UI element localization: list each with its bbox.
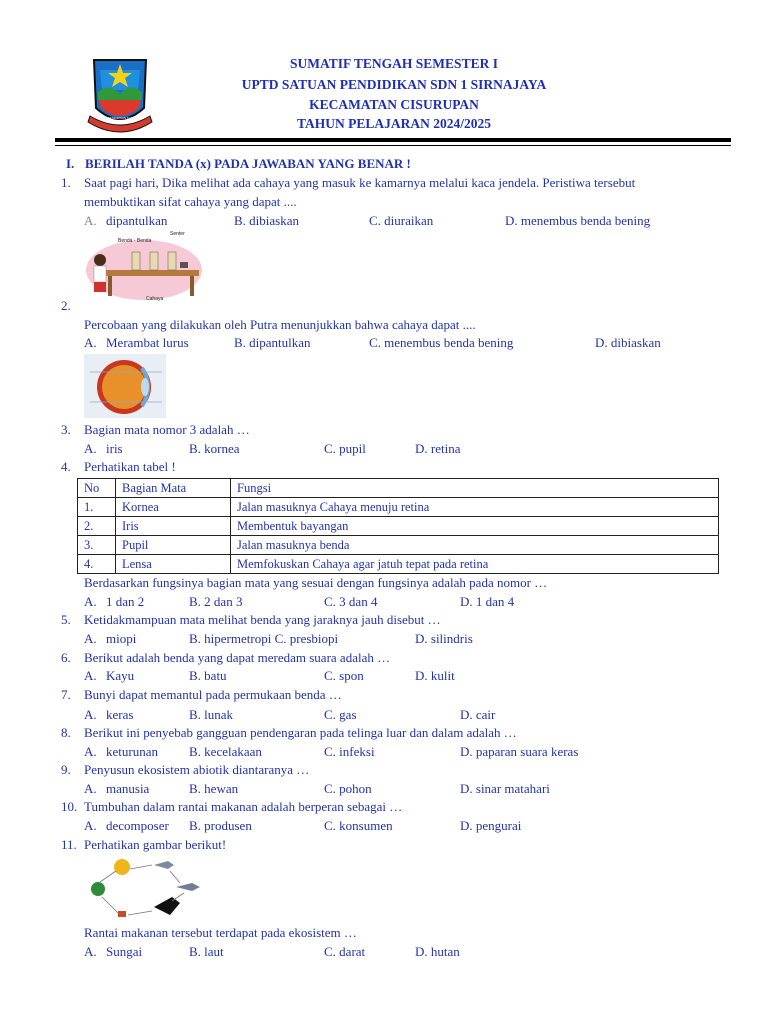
q5-option-a[interactable]: miopi <box>106 631 137 646</box>
table-header-cell: No <box>78 479 116 498</box>
q2-option-c[interactable]: C. menembus benda bening <box>369 335 514 350</box>
q1-option-d[interactable]: D. menembus benda bening <box>505 213 651 228</box>
fig1-label-objects: Benda - Benda <box>118 238 152 244</box>
q11-text: Perhatikan gambar berikut! <box>84 837 227 852</box>
q10-option-a-letter[interactable]: A. <box>84 818 97 833</box>
q11-option-b[interactable]: B. laut <box>189 944 224 959</box>
header-rule-thick <box>55 138 731 142</box>
header-rule-thin <box>55 145 731 146</box>
logo-banner-text: DINAS PENDIDIKAN KAB GARUT <box>97 116 145 120</box>
table-cell: Iris <box>116 517 231 536</box>
fig1-label-light: Cahaya <box>146 296 164 302</box>
q11-option-a[interactable]: Sungai <box>106 944 143 959</box>
q3-option-d[interactable]: D. retina <box>415 441 461 456</box>
q6-option-d[interactable]: D. kulit <box>415 668 455 683</box>
q7-number: 7. <box>61 687 71 702</box>
q11-number: 11. <box>61 837 77 852</box>
q8-option-b[interactable]: B. kecelakaan <box>189 744 262 759</box>
q11-followup: Rantai makanan tersebut terdapat pada ekosistem … <box>84 925 357 940</box>
food-chain-image <box>84 855 206 923</box>
fig1-label-flashlight: Senter <box>170 231 185 237</box>
table-cell: Jalan masuknya Cahaya menuju retina <box>231 498 719 517</box>
table-row <box>78 555 719 574</box>
table-header-row <box>78 479 719 498</box>
section-number: I. <box>66 156 75 171</box>
q2-option-b[interactable]: B. dipantulkan <box>234 335 311 350</box>
q11-option-d[interactable]: D. hutan <box>415 944 460 959</box>
q8-option-a[interactable]: keturunan <box>106 744 158 759</box>
q1-option-c[interactable]: C. diuraikan <box>369 213 434 228</box>
q8-number: 8. <box>61 725 71 740</box>
table-cell: 4. <box>78 555 116 574</box>
q11-option-c[interactable]: C. darat <box>324 944 366 959</box>
q9-option-c[interactable]: C. pohon <box>324 781 372 796</box>
q7-option-a[interactable]: keras <box>106 707 134 722</box>
q3-option-a-letter[interactable]: A. <box>84 441 97 456</box>
q5-option-a-letter[interactable]: A. <box>84 631 97 646</box>
header-title: SUMATIF TENGAH SEMESTER I <box>290 56 498 71</box>
q2-text: Percobaan yang dilakukan oleh Putra menunjukkan bahwa cahaya dapat .... <box>84 317 476 332</box>
q2-option-d[interactable]: D. dibiaskan <box>595 335 661 350</box>
q11-option-a-letter[interactable]: A. <box>84 944 97 959</box>
q4-option-b[interactable]: B. 2 dan 3 <box>189 594 243 609</box>
q4-text: Perhatikan tabel ! <box>84 459 176 474</box>
q6-number: 6. <box>61 650 71 665</box>
table-cell: Jalan masuknya benda <box>231 536 719 555</box>
q7-text: Bunyi dapat memantul pada permukaan benda … <box>84 687 342 702</box>
section-title: BERILAH TANDA (x) PADA JAWABAN YANG BENAR ! <box>85 156 411 171</box>
q3-number: 3. <box>61 422 71 437</box>
q5-option-d[interactable]: D. silindris <box>415 631 473 646</box>
q9-text: Penyusun ekosistem abiotik diantaranya … <box>84 762 310 777</box>
q3-option-c[interactable]: C. pupil <box>324 441 366 456</box>
table-cell: 1. <box>78 498 116 517</box>
q1-option-a-letter[interactable]: A. <box>84 213 97 228</box>
q5-text: Ketidakmampuan mata melihat benda yang jaraknya jauh disebut … <box>84 612 441 627</box>
q1-number: 1. <box>61 175 71 190</box>
q6-option-a[interactable]: Kayu <box>106 668 135 683</box>
eye-anatomy-image <box>84 354 166 418</box>
q10-text: Tumbuhan dalam rantai makanan adalah berperan sebagai … <box>84 799 403 814</box>
q1-option-b[interactable]: B. dibiaskan <box>234 213 299 228</box>
q2-number: 2. <box>61 298 71 313</box>
table-cell: Membentuk bayangan <box>231 517 719 536</box>
table-row <box>78 536 719 555</box>
q3-text: Bagian mata nomor 3 adalah … <box>84 422 250 437</box>
q3-option-b[interactable]: B. kornea <box>189 441 240 456</box>
table-cell: Lensa <box>116 555 231 574</box>
q1-option-a[interactable]: dipantulkan <box>106 213 168 228</box>
q7-option-b[interactable]: B. lunak <box>189 707 234 722</box>
q7-option-d[interactable]: D. cair <box>460 707 496 722</box>
q1-text-1: Saat pagi hari, Dika melihat ada cahaya yang masuk ke kamarnya melalui kaca jendela. Peristiwa tersebut <box>84 175 636 190</box>
q8-option-d[interactable]: D. paparan suara keras <box>460 744 579 759</box>
table-header-cell: Bagian Mata <box>116 479 231 498</box>
table-cell: Pupil <box>116 536 231 555</box>
q4-option-a[interactable]: 1 dan 2 <box>106 594 145 609</box>
table-row <box>78 498 719 517</box>
table-row <box>78 517 719 536</box>
q9-option-b[interactable]: B. hewan <box>189 781 239 796</box>
q4-option-d[interactable]: D. 1 dan 4 <box>460 594 515 609</box>
table-cell: 2. <box>78 517 116 536</box>
q8-option-c[interactable]: C. infeksi <box>324 744 375 759</box>
q3-option-a[interactable]: iris <box>106 441 123 456</box>
q6-option-a-letter[interactable]: A. <box>84 668 97 683</box>
q2-option-a-letter[interactable]: A. <box>84 335 97 350</box>
q10-number: 10. <box>61 799 78 814</box>
q7-option-a-letter[interactable]: A. <box>84 707 97 722</box>
q10-option-c[interactable]: C. konsumen <box>324 818 393 833</box>
header-year: TAHUN PELAJARAN 2024/2025 <box>296 116 491 131</box>
table-cell: Memfokuskan Cahaya agar jatuh tepat pada retina <box>231 555 719 574</box>
q4-followup: Berdasarkan fungsinya bagian mata yang sesuai dengan fungsinya adalah pada nomor … <box>84 575 548 590</box>
table-header-cell: Fungsi <box>231 479 719 498</box>
header-school: UPTD SATUAN PENDIDIKAN SDN 1 SIRNAJAYA <box>241 77 547 92</box>
header-district: KECAMATAN CISURUPAN <box>309 97 479 112</box>
q4-option-c[interactable]: C. 3 dan 4 <box>324 594 378 609</box>
q9-option-a-letter[interactable]: A. <box>84 781 97 796</box>
eye-parts-table <box>77 478 719 574</box>
q5-option-bc[interactable]: B. hipermetropi C. presbiopi <box>189 631 339 646</box>
table-cell: 3. <box>78 536 116 555</box>
light-experiment-image <box>84 230 204 304</box>
q10-option-a[interactable]: decomposer <box>106 818 169 833</box>
q8-text: Berikut ini penyebab gangguan pendengaran pada telinga luar dan dalam adalah … <box>84 725 517 740</box>
q10-option-b[interactable]: B. produsen <box>189 818 252 833</box>
q9-option-d[interactable]: D. sinar matahari <box>460 781 550 796</box>
q6-option-c[interactable]: C. spon <box>324 668 364 683</box>
q4-option-a-letter[interactable]: A. <box>84 594 97 609</box>
q2-option-a[interactable]: Merambat lurus <box>106 335 189 350</box>
q8-option-a-letter[interactable]: A. <box>84 744 97 759</box>
q9-option-a[interactable]: manusia <box>106 781 150 796</box>
q6-option-b[interactable]: B. batu <box>189 668 227 683</box>
q1-text-2: membuktikan sifat cahaya yang dapat .... <box>84 194 297 209</box>
table-cell: Kornea <box>116 498 231 517</box>
q7-option-c[interactable]: C. gas <box>324 707 357 722</box>
q9-number: 9. <box>61 762 71 777</box>
q10-option-d[interactable]: D. pengurai <box>460 818 522 833</box>
q6-text: Berikut adalah benda yang dapat meredam suara adalah … <box>84 650 391 665</box>
q4-number: 4. <box>61 459 71 474</box>
q5-number: 5. <box>61 612 71 627</box>
